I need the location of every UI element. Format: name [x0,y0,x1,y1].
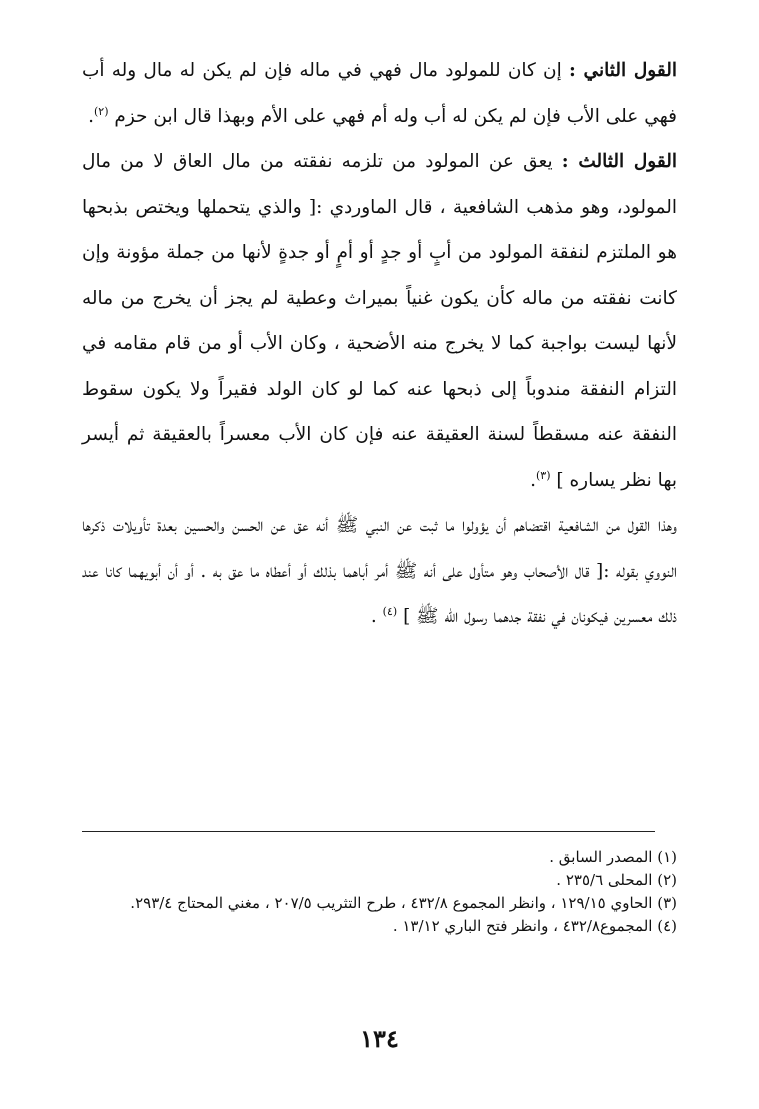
footnote-4: (٤) المجموع٤٣٢/٨ ، وانظر فتح الباري ١٣/١٢ . [392,917,677,935]
opinion-three-end: . [530,469,536,491]
opinion-three-text: يعق عن المولود من تلزمه نفقته من مال العاق لا من مال المولود، وهو مذهب الشافعية ، قال الماوردي :[ والذي يتحملها ويختص بذبحها هو الملتزم لنفقة المولود من أبٍ أو جدٍ أو أمٍ أو جدةٍ لأنها من جملة مؤونة وإن كانت نفقته من ماله كأن يكون غنياً بميراث وعطية لم يجز أن يخرج من ماله لأنها ليست بواجبة كما لا يخرج منه الأضحية ، وكان الأب أو من قام مقامه في التزام النفقة مندوباً إلى ذبحها عنه كما لو كان الولد فقيراً ولا يكون سقوط النفقة عنه مسقطاً لسنة العقيقة عنه فإن كان الأب معسراً بالعقيقة ثم أيسر بها نظر يساره ] [82,151,677,491]
shafii-interpretation-text: وهذا القول من الشافعية اقتضاهم أن يؤولوا ما ثبت عن النبي ﷺ أنه عق عن الحسن والحسين بعدة تأويلات ذكرها النووي بقوله :[ قال الأصحاب وهو متأول على أنه ﷺ أمر أباهما بذلك أو أعطاه ما عق به . أو أن أبويهما كانا عند ذلك معسرين فيكونان في نفقة جدهما رسول الله ﷺ ] [82,515,677,627]
paragraph-shafii-interpretation [82,503,677,640]
paragraph-opinion-three [82,139,677,503]
page-number: ١٣٤ [360,1024,399,1053]
footnote-ref-3: (٣) [535,468,551,482]
footnote-divider [82,831,655,832]
opinion-two-text: إن كان للمولود مال فهي في ماله فإن لم يكن له مال وله أب فهي على الأب فإن لم يكن له أب وله أم فهي على الأم وبهذا قال ابن حزم [82,60,677,127]
footnote-3: (٣) الحاوي ١٢٩/١٥ ، وانظر المجموع ٤٣٢/٨ ، طرح التثريب ٢٠٧/٥ ، مغني المحتاج ٢٩٣/٤. [130,894,677,912]
opinion-three-label: القول الثالث : [561,151,677,172]
footnotes [82,846,677,938]
footnote-2: (٢) المحلى ٢٣٥/٦ . [556,871,677,889]
main-text [82,48,677,640]
opinion-two-label: القول الثاني : [568,60,677,81]
footnote-ref-4: (٤) [382,604,398,618]
shafii-interpretation-end: . [370,606,377,627]
footnote-ref-2: (٢) [93,104,109,118]
paragraph-opinion-two [82,48,677,139]
opinion-two-end: . [88,105,94,127]
footnote-1: (١) المصدر السابق . [549,848,677,866]
